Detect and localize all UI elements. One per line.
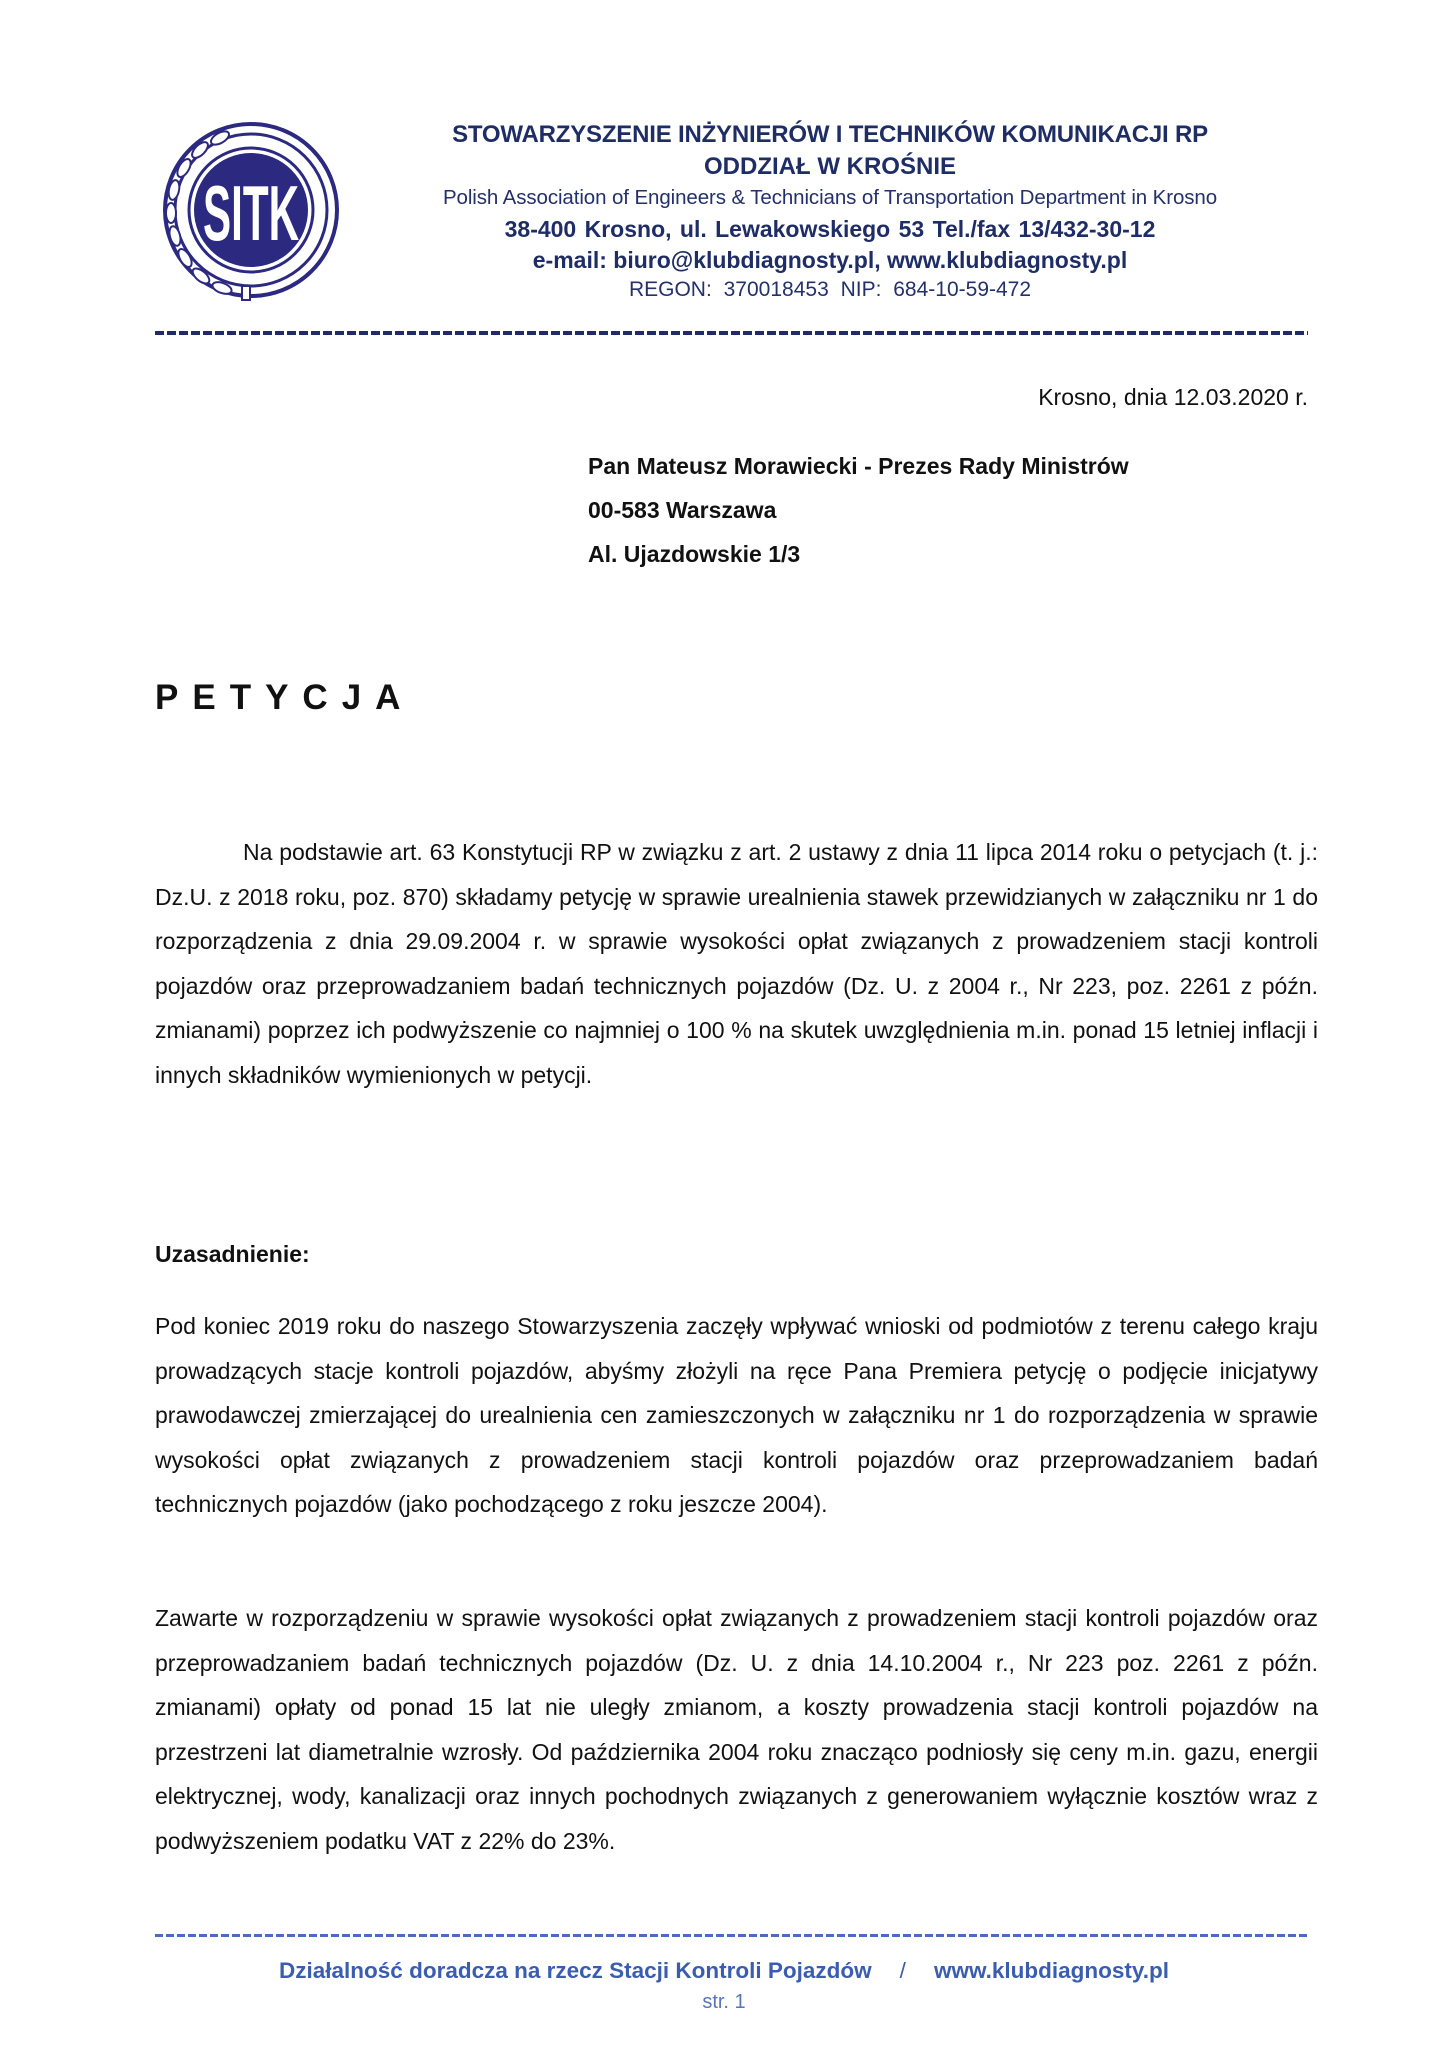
logo-lettering: SITK [203, 169, 299, 257]
org-english-name: Polish Association of Engineers & Technicians of Transportation Department in Krosno [442, 186, 1218, 209]
footer-text: Działalność doradcza na rzecz Stacji Kontroli Pojazdów [279, 1958, 872, 1983]
petition-paragraph: Na podstawie art. 63 Konstytucji RP w związku z art. 2 ustawy z dnia 11 lipca 2014 roku o petycjach (t. j.: Dz.U. z 2018 roku, poz. 870) składamy petycję w sprawie urealnienia stawek przewidzianych w załączniku nr 1 do rozporządzenia z dnia 29.09.2004 r. w sprawie wysokości opłat związanych z prowadzeniem stacji kontroli pojazdów oraz przeprowadzaniem badań technicznych pojazdów (Dz. U. z 2004 r., Nr 223, poz. 2261 z późn. zmianami) poprzez ich podwyższenie co najmniej o 100 % na skutek uwzględnienia m.in. ponad 15 letniej inflacji i innych składników wymienionych w petycji. [155, 839, 1318, 1088]
footer [0, 1958, 1448, 1984]
footer-divider [155, 1934, 1308, 1937]
justification-paragraph-2: Zawarte w rozporządzeniu w sprawie wysokości opłat związanych z prowadzeniem stacji kontroli pojazdów oraz przeprowadzaniem badań technicznych pojazdów (Dz. U. z dnia 14.10.2004 r., Nr 223 poz. 2261 z późn. zmianami) opłaty od ponad 15 lat nie uległy zmianom, a koszty prowadzenia stacji kontroli pojazdów na przestrzeni lat diametralnie wzrosły. Od października 2004 roku znacząco podniosły się ceny m.in. gazu, energii elektrycznej, wody, kanalizacji oraz innych pochodnych związanych z generowaniem wyłącznie kosztów wraz z podwyższeniem podatku VAT z 22% do 23%. [155, 1605, 1318, 1854]
org-name: STOWARZYSZENIE INŻYNIERÓW I TECHNIKÓW KOMUNIKACJI RP [452, 121, 1208, 148]
org-branch: ODDZIAŁ W KROŚNIE [704, 153, 956, 180]
page-number: str. 1 [702, 1991, 746, 2013]
org-ids: REGON: 370018453 NIP: 684-10-59-472 [628, 278, 1032, 301]
justification-paragraph-1: Pod koniec 2019 roku do naszego Stowarzyszenia zaczęły wpływać wnioski od podmiotów z terenu całego kraju prowadzących stacje kontroli pojazdów, abyśmy złożyli na ręce Pana Premiera petycję o podjęcie inicjatywy prawodawczej zmierzającej do urealnienia cen zamieszczonych w załączniku nr 1 do rozporządzenia w sprawie wysokości opłat związanych z prowadzeniem stacji kontroli pojazdów oraz przeprowadzaniem badań technicznych pojazdów (jako pochodzącego z roku jeszcze 2004). [155, 1313, 1318, 1518]
org-address: 38-400 Krosno, ul. Lewakowskiego 53 Tel./fax 13/432-30-12 [504, 216, 1156, 242]
addressee-street: Al. Ujazdowskie 1/3 [588, 541, 801, 567]
document-title: PETYCJA [155, 678, 415, 717]
footer-website-link[interactable]: www.klubdiagnosty.pl [933, 1958, 1169, 1983]
addressee-name: Pan Mateusz Morawiecki - Prezes Rady Ministrów [588, 453, 1129, 479]
org-contact: e-mail: biuro@klubdiagnosty.pl, www.klubdiagnosty.pl [532, 247, 1128, 273]
justification-heading: Uzasadnienie: [155, 1241, 310, 1267]
header-divider [155, 331, 1308, 335]
sitk-logo [160, 118, 342, 308]
footer-separator: / [899, 1958, 906, 1983]
addressee-city: 00-583 Warszawa [588, 497, 777, 523]
letter-date: Krosno, dnia 12.03.2020 r. [1038, 384, 1308, 410]
